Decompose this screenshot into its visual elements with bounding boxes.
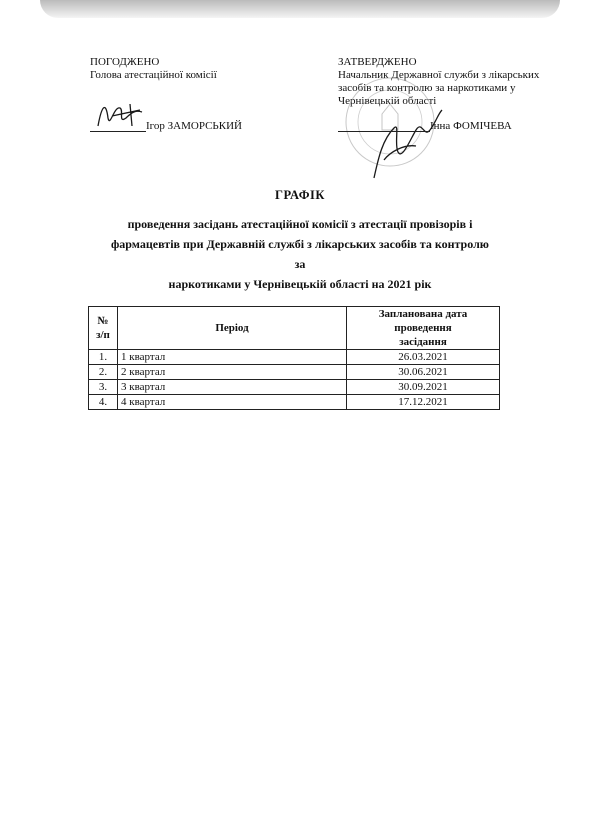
row-date: 30.09.2021 <box>347 380 500 395</box>
row-period: 4 квартал <box>118 395 347 410</box>
approval-right-position-line-3: Чернівецькій області <box>338 95 437 107</box>
header-date <box>347 307 500 350</box>
left-signature-line <box>90 131 146 132</box>
header-period: Період <box>118 307 347 350</box>
row-num: 3. <box>89 380 118 395</box>
approval-right-heading: ЗАТВЕРДЖЕНО <box>338 56 417 68</box>
row-period: 2 квартал <box>118 365 347 380</box>
row-date: 26.03.2021 <box>347 350 500 365</box>
right-signature <box>364 100 454 186</box>
row-period: 1 квартал <box>118 350 347 365</box>
table-row <box>89 380 500 395</box>
table-row <box>89 365 500 380</box>
approval-left-position: Голова атестаційної комісії <box>90 69 217 81</box>
header-num-line-2: з/п <box>96 329 110 341</box>
table-header-row <box>89 307 500 350</box>
header-num-line-1: № <box>97 315 109 327</box>
approval-left-heading: ПОГОДЖЕНО <box>90 56 160 68</box>
header-num <box>89 307 118 350</box>
left-signatory-name: Ігор ЗАМОРСЬКИЙ <box>146 120 242 132</box>
row-period: 3 квартал <box>118 380 347 395</box>
table-row <box>89 350 500 365</box>
header-date-line-1: Запланована дата проведення <box>378 308 468 334</box>
row-num: 4. <box>89 395 118 410</box>
row-num: 1. <box>89 350 118 365</box>
document-title: ГРАФІК <box>275 188 325 202</box>
approval-left <box>90 56 290 82</box>
approval-right-position-line-2: засобів та контролю за наркотиками у <box>338 82 516 94</box>
subtitle-line-1: проведення засідань атестаційної комісії з атестації провізорів і <box>127 217 473 231</box>
right-signatory-name: Інна ФОМІЧЕВА <box>430 120 512 132</box>
approval-right-position-line-1: Начальник Державної служби з лікарських <box>338 69 540 81</box>
subtitle-line-3: наркотиками у Чернівецькій області на 2021 рік <box>168 277 432 291</box>
row-date: 17.12.2021 <box>347 395 500 410</box>
scan-shadow <box>40 0 560 18</box>
header-date-line-2: засідання <box>399 336 447 348</box>
subtitle-line-2: фармацевтів при Державній службі з лікарських засобів та контролю за <box>111 237 489 271</box>
row-num: 2. <box>89 365 118 380</box>
document-subtitle <box>110 214 490 294</box>
row-date: 30.06.2021 <box>347 365 500 380</box>
right-signature-line <box>338 131 430 132</box>
schedule-table <box>88 306 500 410</box>
table-row <box>89 395 500 410</box>
